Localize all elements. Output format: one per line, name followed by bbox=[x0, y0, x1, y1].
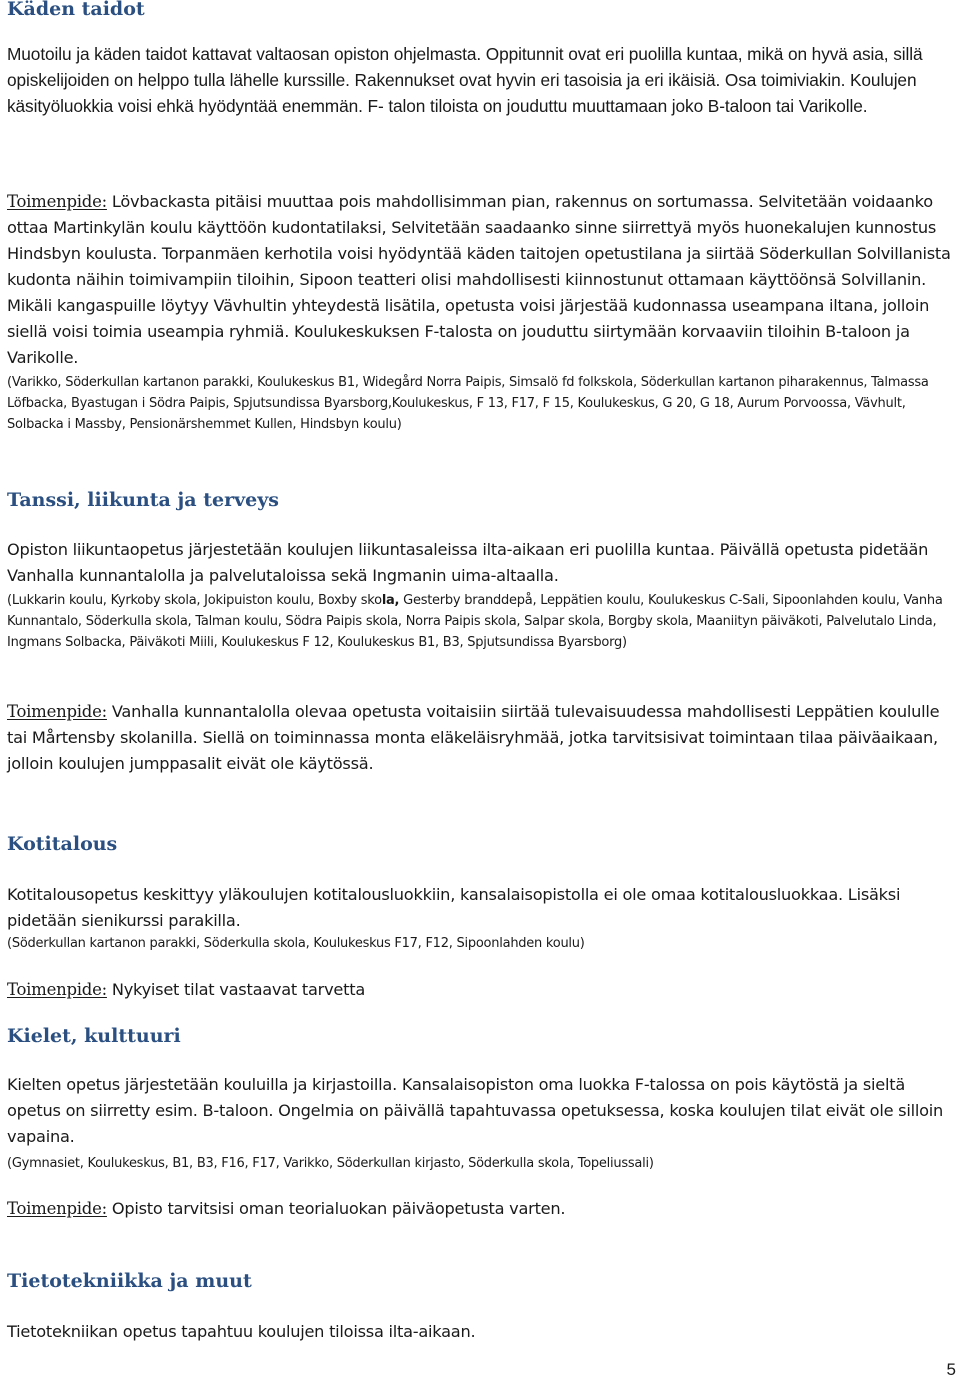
kaden-locations: (Varikko, Söderkullan kartanon parakki, Koulukeskus B1, Widegård Norra Paipis, Simsalö fd folkskola, Söderkullan kartanon piharakennus, Talmassa Löfbacka, Byastugan i Södra Paipis, Spjutsundissa Byarsborg,Koulukeskus, F 13, F17, F 15, Koulukeskus, G 20, G 18, Aurum Porvoossa, Vävhult, Solbacka i Massby, Pensionärshemmet Kullen, Hindsbyn koulu) bbox=[7, 375, 929, 432]
tanssi-locations-part1: (Lukkarin koulu, Kyrkoby skola, Jokipuiston koulu, Boxby sko bbox=[7, 593, 382, 608]
tanssi-intro-paragraph: Opiston liikuntaopetus järjestetään koulujen liikuntasaleissa ilta-aikaan eri puolilla kuntaa. Päivällä opetusta pidetään Vanhalla kunnantalolla ja palvelutaloissa sekä Ingmanin uima-altaalla. bbox=[7, 540, 929, 585]
tieto-intro-paragraph: Tietotekniikan opetus tapahtuu koulujen tiloissa ilta-aikaan. bbox=[7, 1322, 476, 1341]
measure-text: Nykyiset tilat vastaavat tarvetta bbox=[106, 980, 365, 999]
measure-label: Toimenpide: bbox=[7, 702, 107, 721]
kielet-locations: (Gymnasiet, Koulukeskus, B1, B3, F16, F17, Varikko, Söderkullan kirjasto, Söderkulla skola, Topeliussali) bbox=[7, 1156, 654, 1171]
measure-text: Opisto tarvitsisi oman teorialuokan päiväopetusta varten. bbox=[106, 1199, 566, 1218]
tanssi-locations bbox=[7, 590, 957, 653]
tanssi-locations-bold: la, bbox=[381, 593, 400, 608]
measure-label: Toimenpide: bbox=[7, 192, 107, 211]
tanssi-measure-paragraph bbox=[7, 699, 957, 777]
measure-label: Toimenpide: bbox=[7, 1199, 107, 1218]
section-heading-tanssi: Tanssi, liikunta ja terveys bbox=[7, 489, 279, 511]
kaden-intro-paragraph: Muotoilu ja käden taidot kattavat valtaosan opiston ohjelmasta. Oppitunnit ovat eri puolilla kuntaa, mikä on hyvä asia, sillä opiskelijoiden on helppo tulla lähelle kurssille. Rakennukset ovat hyvin eri tasoisia ja eri ikäisiä. Osa toimiviakin. Koulujen käsityöluokkia voisi ehkä hyödyntää enemmän. F- talon tiloista on jouduttu muuttamaan joko B-taloon tai Varikolle. bbox=[7, 44, 923, 116]
measure-label: Toimenpide: bbox=[7, 980, 107, 999]
kotitalous-locations: (Söderkullan kartanon parakki, Söderkulla skola, Koulukeskus F17, F12, Sipoonlahden koulu) bbox=[7, 936, 585, 951]
section-heading-tietotekniikka: Tietotekniikka ja muut bbox=[7, 1270, 252, 1292]
measure-text: Lövbackasta pitäisi muuttaa pois mahdollisimman pian, rakennus on sortumassa. Selvitetään voidaanko ottaa Martinkylän koulu käyttöön kudontatilaksi, Selvitetään saadaanko sinne siirrettyä myös huonekalujen kunnostus Hindsbyn koulusta. Torpanmäen kerhotila voisi hyödyntää käden taitojen opetustilana ja siirtää Söderkullan Solvillanista kudonta näihin toimivampiin tiloihin, Sipoon teatteri olisi mahdollisesti kiinnostunut ottamaan käyttöönsä Solvillanin. Mikäli kangaspuille löytyy Vävhultin yhteydestä lisätila, opetusta voisi järjestää kudonnassa useampana iltana, jolloin siellä voisi toimia useampia ryhmiä. Koulukeskuksen F-talosta on jouduttu siirtymään korvaaviin tiloihin B-taloon ja Varikolle. bbox=[7, 192, 951, 367]
section-heading-kaden-taidot: Käden taidot bbox=[7, 0, 145, 20]
tanssi-locations-part2: Gesterby branddepå, Leppätien koulu, Koulukeskus C-Sali, Sipoonlahden koulu, Vanha Kunnantalo, Söderkulla skola, Talman koulu, Södra Paipis skola, Norra Paipis skola, Salpar skola, Borgby skola, Maaniityn päiväkoti, Palvelutalo Linda, Ingmans Solbacka, Päiväkoti Miili, Koulukeskus F 12, Koulukeskus B1, B3, Spjutsundissa Byarsborg) bbox=[7, 593, 943, 650]
kotitalous-intro-paragraph: Kotitalousopetus keskittyy yläkoulujen kotitalousluokkiin, kansalaisopistolla ei ole omaa kotitalousluokkaa. Lisäksi pidetään sienikurssi parakilla. bbox=[7, 885, 901, 930]
section-heading-kotitalous: Kotitalous bbox=[7, 833, 118, 855]
page-number: 5 bbox=[946, 1360, 956, 1379]
section-heading-kielet: Kielet, kulttuuri bbox=[7, 1025, 181, 1047]
kielet-measure-paragraph bbox=[7, 1196, 957, 1222]
kaden-measure-paragraph bbox=[7, 189, 957, 371]
measure-text: Vanhalla kunnantalolla olevaa opetusta voitaisiin siirtää tulevaisuudessa mahdollisesti Leppätien koululle tai Mårtensby skolanilla. Siellä on toiminnassa monta eläkeläisryhmää, jotka tarvitsisivat toimintaan tilaa päiväaikaan, jolloin koulujen jumppasalit eivät ole käytössä. bbox=[7, 702, 940, 773]
kotitalous-measure-paragraph bbox=[7, 977, 957, 1003]
kielet-intro-paragraph: Kielten opetus järjestetään kouluilla ja kirjastoilla. Kansalaisopiston oma luokka F-talossa on pois käytöstä ja sieltä opetus on siirretty esim. B-taloon. Ongelmia on päivällä tapahtuvassa opetuksessa, koska koulujen tilat eivät ole silloin vapaina. bbox=[7, 1075, 944, 1146]
